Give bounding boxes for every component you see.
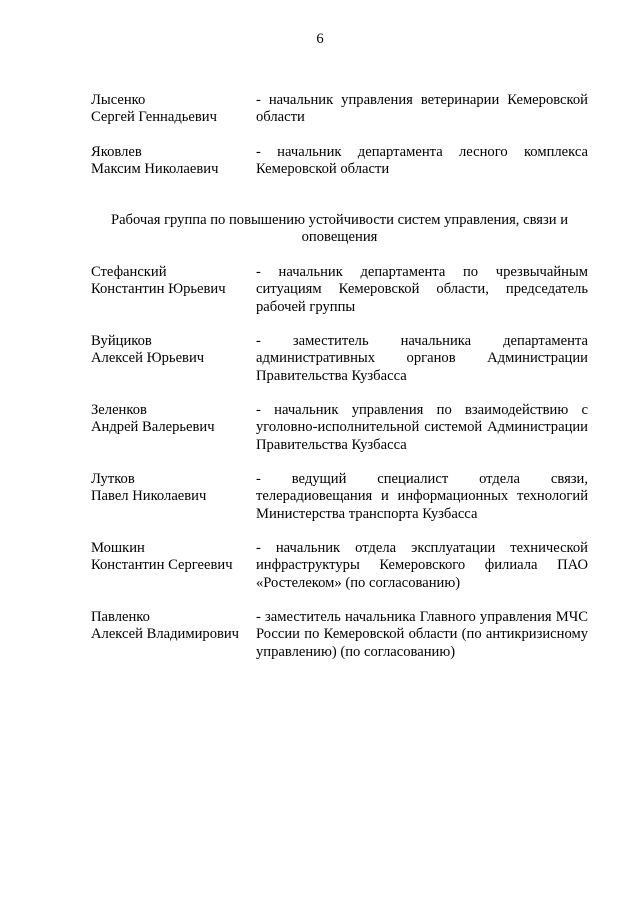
member-given-name: Алексей Владимирович [91, 626, 240, 643]
member-name [91, 471, 256, 506]
member-position: - заместитель начальника Главного управления МЧС России по Кемеровской области (по антикризисному управлению) (по согласованию) [256, 609, 588, 660]
member-surname: Яковлев [91, 144, 142, 160]
member-name [91, 264, 256, 299]
member-surname: Стефанский [91, 264, 167, 280]
member-name [91, 92, 256, 127]
member-given-name: Константин Юрьевич [91, 281, 226, 298]
member-surname: Лысенко [91, 92, 146, 108]
member-given-name: Константин Сергеевич [91, 557, 233, 574]
member-name [91, 609, 256, 644]
member-surname: Лутков [91, 471, 135, 487]
page-number: 6 [316, 31, 324, 47]
member-position: - начальник управления по взаимодействию с уголовно-исполнительной системой Администрации Правительства Кузбасса [256, 402, 588, 453]
member-name [91, 540, 256, 575]
member-position: - ведущий специалист отдела связи, телерадиовещания и информационных технологий Министерства транспорта Кузбасса [256, 471, 588, 522]
member-surname: Вуйциков [91, 333, 152, 349]
member-position: - начальник департамента лесного комплекса Кемеровской области [256, 144, 588, 178]
member-position: - начальник управления ветеринарии Кемеровской области [256, 92, 588, 126]
member-position: - заместитель начальника департамента административных органов Администрации Правительства Кузбасса [256, 333, 588, 384]
member-name [91, 333, 256, 368]
member-surname: Зеленков [91, 402, 147, 418]
member-given-name: Андрей Валерьевич [91, 419, 215, 436]
member-given-name: Максим Николаевич [91, 161, 219, 178]
member-position: - начальник департамента по чрезвычайным ситуациям Кемеровской области, председатель рабочей группы [256, 264, 588, 315]
member-given-name: Сергей Геннадьевич [91, 109, 217, 126]
working-group-title: Рабочая группа по повышению устойчивости систем управления, связи и оповещения [110, 212, 569, 246]
member-surname: Мошкин [91, 540, 145, 556]
member-position: - начальник отдела эксплуатации технической инфраструктуры Кемеровского филиала ПАО «Ростелеком» (по согласованию) [256, 540, 588, 591]
member-given-name: Павел Николаевич [91, 488, 207, 505]
member-name [91, 144, 256, 179]
member-given-name: Алексей Юрьевич [91, 350, 205, 367]
member-name [91, 402, 256, 437]
member-surname: Павленко [91, 609, 150, 625]
